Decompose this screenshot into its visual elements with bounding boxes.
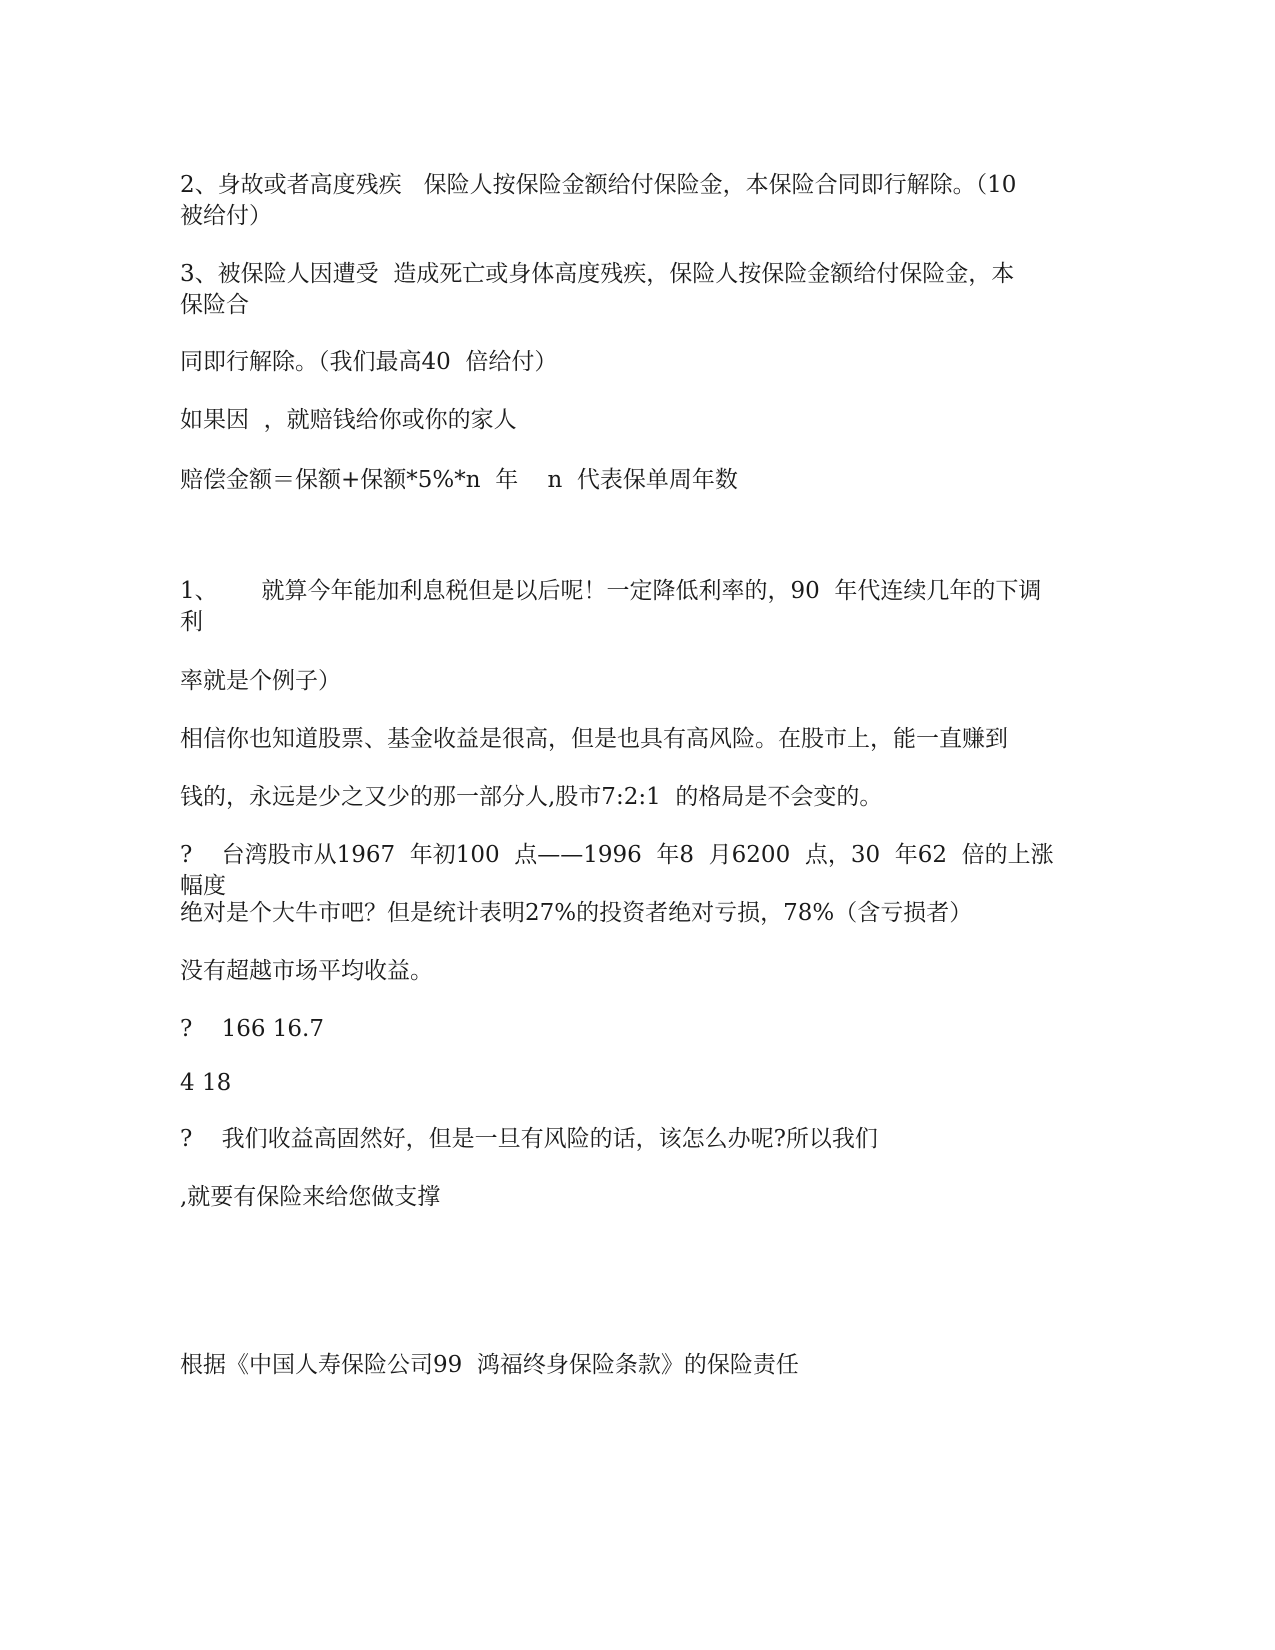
paragraph-rate-example: 率就是个例子）	[180, 668, 341, 694]
paragraph-figures-1: ? 166 16.7	[180, 1016, 324, 1042]
paragraph-investor-stats: 绝对是个大牛市吧？但是统计表明27%的投资者绝对亏损，78%（含亏损者）	[180, 900, 973, 926]
paragraph-insurance-support: ,就要有保险来给您做支撑	[180, 1184, 441, 1210]
paragraph-risk-question: ? 我们收益高固然好，但是一旦有风险的话，该怎么办呢?所以我们	[180, 1126, 878, 1152]
paragraph-compensation-family: 如果因 ，就赔钱给你或你的家人	[180, 407, 517, 433]
paragraph-market-average: 没有超越市场平均收益。	[180, 958, 433, 984]
paragraph-compensation-formula: 赔偿金额＝保额+保额*5%*n 年 n 代表保单周年数	[180, 467, 738, 493]
paragraph-accident-death: 3、被保险人因遭受 造成死亡或身体高度残疾，保险人按保险金额给付保险金，本 保险合	[180, 261, 1015, 318]
paragraph-policy-clause: 根据《中国人寿保险公司99 鸿福终身保险条款》的保险责任	[180, 1352, 799, 1378]
paragraph-stock-risk: 相信你也知道股票、基金收益是很高，但是也具有高风险。在股市上，能一直赚到	[180, 726, 1008, 752]
paragraph-interest-rate: 1、 就算今年能加利息税但是以后呢！一定降低利率的，90 年代连续几年的下调 利	[180, 578, 1042, 635]
paragraph-stock-ratio: 钱的，永远是少之又少的那一部分人,股市7:2:1 的格局是不会变的。	[180, 784, 883, 810]
paragraph-figures-2: 4 18	[180, 1070, 232, 1096]
paragraph-contract-termination: 同即行解除。（我们最高40 倍给付）	[180, 349, 558, 375]
paragraph-taiwan-market: ? 台湾股市从1967 年初100 点——1996 年8 月6200 点，30 年62 倍的上涨幅度	[180, 842, 1054, 899]
paragraph-death-disability: 2、身故或者高度残疾 保险人按保险金额给付保险金，本保险合同即行解除。（10 被给付）	[180, 172, 1017, 229]
